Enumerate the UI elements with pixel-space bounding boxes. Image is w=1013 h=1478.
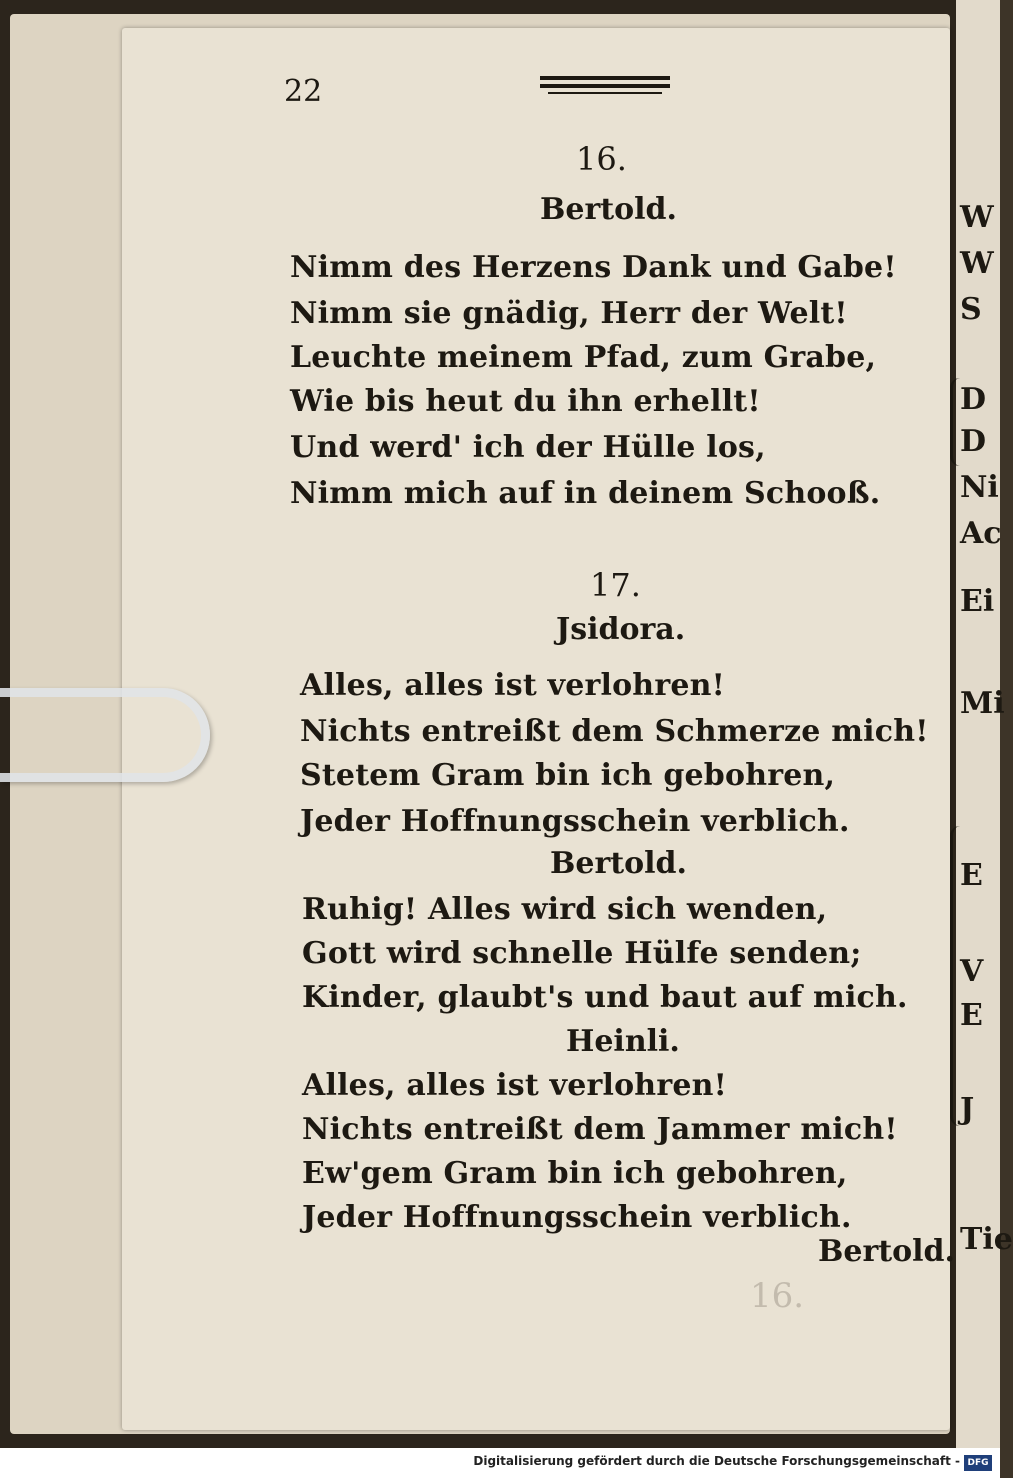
verse-line: Jeder Hoffnungsschein verblich. xyxy=(302,1200,852,1235)
speaker-name: Jsidora. xyxy=(556,612,686,647)
next-page-edge xyxy=(956,0,1013,1448)
verse-line: Nichts entreißt dem Schmerze mich! xyxy=(300,714,929,749)
speaker-name: Heinli. xyxy=(566,1024,680,1059)
verse-line: Und werd' ich der Hülle los, xyxy=(290,430,766,465)
next-page-fragment: Tie xyxy=(960,1222,1013,1257)
verse-line: Nimm des Herzens Dank und Gabe! xyxy=(290,250,897,285)
bleed-through-text: 16. xyxy=(750,1276,805,1316)
next-page-fragment: Ni xyxy=(960,470,999,505)
footer-bar xyxy=(0,1448,1000,1478)
next-page-fragment: Mi xyxy=(960,686,1005,721)
page-number: 22 xyxy=(284,74,323,109)
catchword: Bertold. xyxy=(818,1234,955,1269)
paperclip xyxy=(0,688,210,782)
verse-line: Nimm sie gnädig, Herr der Welt! xyxy=(290,296,848,331)
next-page-fragment: D xyxy=(960,382,987,417)
verse-line: Alles, alles ist verlohren! xyxy=(300,668,725,703)
header-rule xyxy=(540,76,670,80)
brace-mark xyxy=(950,826,961,1126)
footer-credit: Digitalisierung gefördert durch die Deutsche Forschungsgemeinschaft - xyxy=(473,1454,960,1468)
next-page-fragment: Ei xyxy=(960,584,995,619)
speaker-name: Bertold. xyxy=(540,192,677,227)
next-page-fragment: S xyxy=(960,292,982,327)
header-rule xyxy=(540,84,670,88)
verse-line: Jeder Hoffnungsschein verblich. xyxy=(300,804,850,839)
header-rule xyxy=(548,92,662,94)
next-page-fragment: Ac xyxy=(960,516,1002,551)
verse-line: Wie bis heut du ihn erhellt! xyxy=(290,384,761,419)
next-page-fragment: D xyxy=(960,424,987,459)
next-page-fragment: W xyxy=(960,246,994,281)
verse-line: Gott wird schnelle Hülfe senden; xyxy=(302,936,862,971)
speaker-name: Bertold. xyxy=(550,846,687,881)
verse-line: Ruhig! Alles wird sich wenden, xyxy=(302,892,828,927)
verse-line: Nimm mich auf in deinem Schooß. xyxy=(290,476,881,511)
verse-line: Kinder, glaubt's und baut auf mich. xyxy=(302,980,908,1015)
verse-line: Leuchte meinem Pfad, zum Grabe, xyxy=(290,340,877,375)
brace-mark xyxy=(950,378,961,466)
verse-line: Ew'gem Gram bin ich gebohren, xyxy=(302,1156,848,1191)
section-number: 16. xyxy=(576,140,627,178)
verse-line: Alles, alles ist verlohren! xyxy=(302,1068,727,1103)
next-page-fragment: J xyxy=(960,1092,975,1127)
verse-line: Stetem Gram bin ich gebohren, xyxy=(300,758,836,793)
next-page-fragment: E xyxy=(960,998,983,1033)
next-page-fragment: V xyxy=(960,954,984,989)
next-page-fragment: E xyxy=(960,858,983,893)
dfg-logo-icon: DFG xyxy=(964,1455,992,1471)
section-number: 17. xyxy=(590,566,641,604)
next-page-fragment: W xyxy=(960,200,994,235)
verse-line: Nichts entreißt dem Jammer mich! xyxy=(302,1112,898,1147)
